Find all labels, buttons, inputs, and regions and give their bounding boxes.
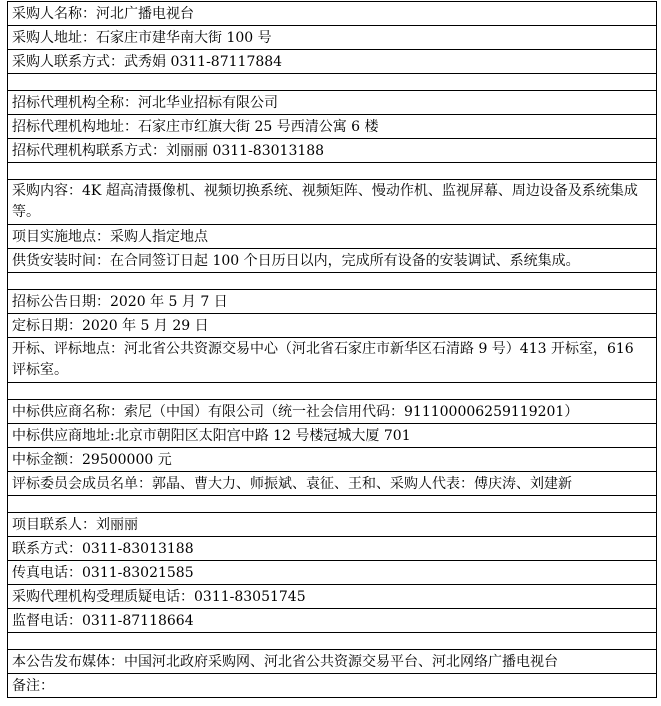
notice-table-body	[8, 2, 657, 698]
award-amount-cell: 中标金额：29500000 元	[8, 448, 657, 472]
evaluation-committee-cell: 评标委员会成员名单：郭晶、曹大力、师振斌、袁征、王和、采购人代表：傅庆涛、刘建新	[8, 472, 657, 496]
spacer-row	[8, 633, 657, 650]
project-contact-cell: 项目联系人：刘丽丽	[8, 513, 657, 537]
agency-address-cell: 招标代理机构地址：石家庄市红旗大街 25 号西清公寓 6 楼	[8, 115, 657, 139]
agency-contact-cell: 招标代理机构联系方式：刘丽丽 0311-83013188	[8, 139, 657, 163]
spacer-row	[8, 74, 657, 91]
delivery-time-cell: 供货安装时间：在合同签订日起 100 个日历日以内，完成所有设备的安装调试、系统集成。	[8, 249, 657, 273]
purchaser-contact-cell: 采购人联系方式：武秀娟 0311-87117884	[8, 50, 657, 74]
procurement-content-cell: 采购内容：4K 超高清摄像机、视频切换系统、视频矩阵、慢动作机、监视屏幕、周边设备及系统集成等。	[8, 180, 657, 225]
publication-media-cell: 本公告发布媒体：中国河北政府采购网、河北省公共资源交易平台、河北网络广播电视台	[8, 650, 657, 674]
contact-phone-cell: 联系方式：0311-83013188	[8, 537, 657, 561]
complaint-phone-cell: 采购代理机构受理质疑电话：0311-83051745	[8, 585, 657, 609]
remarks-cell: 备注：	[8, 674, 657, 698]
tender-notice-date-cell: 招标公告日期：2020 年 5 月 7 日	[8, 290, 657, 314]
supervision-phone-cell: 监督电话：0311-87118664	[8, 609, 657, 633]
agency-name-cell: 招标代理机构全称：河北华业招标有限公司	[8, 91, 657, 115]
winning-supplier-name-cell: 中标供应商名称：索尼（中国）有限公司（统一社会信用代码：911100006259119201）	[8, 400, 657, 424]
implementation-site-cell: 项目实施地点：采购人指定地点	[8, 225, 657, 249]
fax-cell: 传真电话：0311-83021585	[8, 561, 657, 585]
award-date-cell: 定标日期：2020 年 5 月 29 日	[8, 314, 657, 338]
spacer-row	[8, 383, 657, 400]
purchaser-name-cell: 采购人名称：河北广播电视台	[8, 2, 657, 26]
award-notice-table	[7, 1, 657, 698]
spacer-row	[8, 273, 657, 290]
purchaser-address-cell: 采购人地址：石家庄市建华南大街 100 号	[8, 26, 657, 50]
winning-supplier-address-cell: 中标供应商地址:北京市朝阳区太阳宫中路 12 号楼冠城大厦 701	[8, 424, 657, 448]
spacer-row	[8, 496, 657, 513]
spacer-row	[8, 163, 657, 180]
bid-opening-location-cell: 开标、评标地点：河北省公共资源交易中心（河北省石家庄市新华区石清路 9 号）413 开标室，616 评标室。	[8, 338, 657, 383]
